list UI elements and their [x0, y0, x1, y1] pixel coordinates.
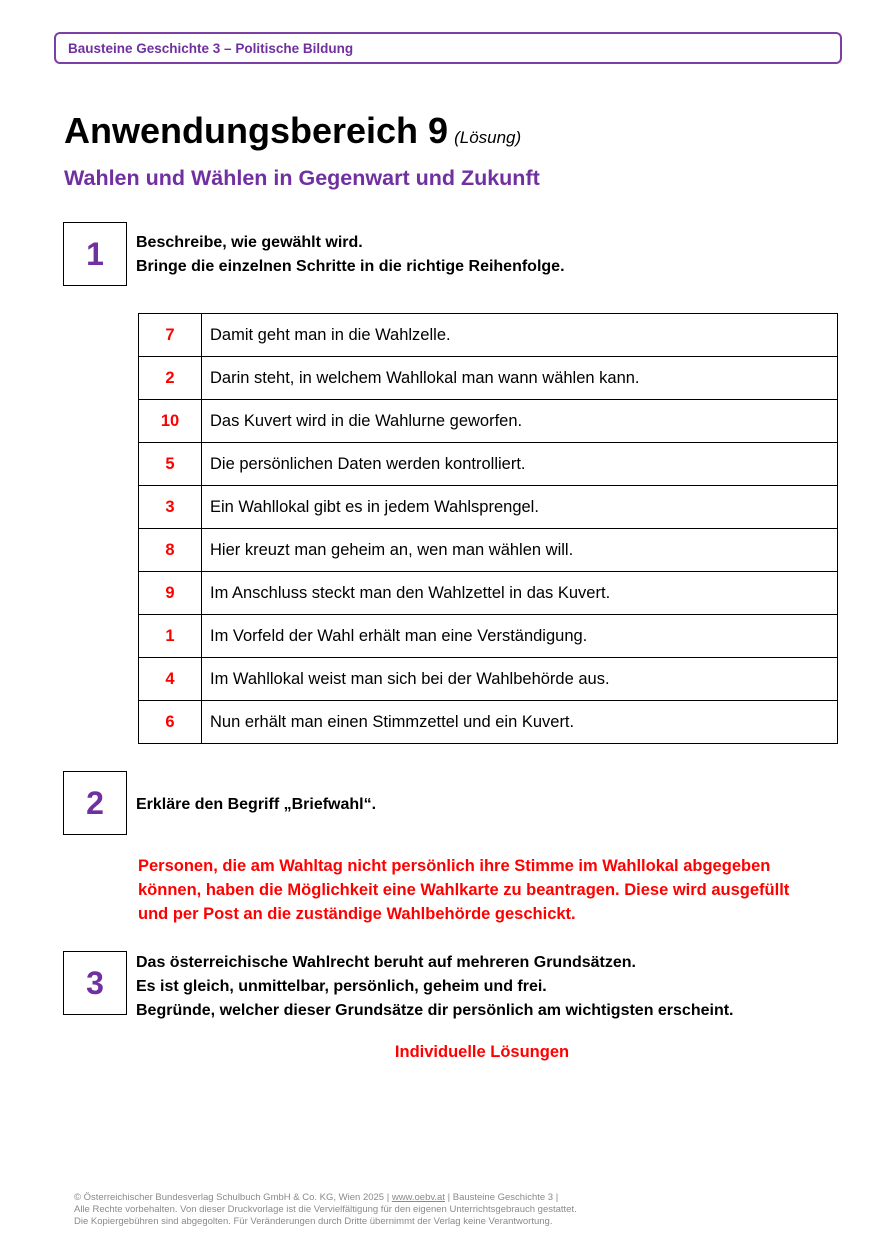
task-3-line: Begründe, welcher dieser Grundsätze dir persönlich am wichtigsten erscheint. — [136, 1002, 734, 1019]
task-3-instructions — [136, 951, 734, 1023]
task-3-answer: Individuelle Lösungen — [394, 1043, 570, 1061]
step-text: Im Vorfeld der Wahl erhält man eine Verständigung. — [202, 615, 838, 658]
step-number: 10 — [139, 400, 202, 443]
step-number: 8 — [139, 529, 202, 572]
step-text: Im Anschluss steckt man den Wahlzettel in das Kuvert. — [202, 572, 838, 615]
task-3-number: 3 — [63, 951, 127, 1015]
step-number: 6 — [139, 701, 202, 744]
step-number: 5 — [139, 443, 202, 486]
table-row — [139, 357, 838, 400]
step-text: Ein Wahllokal gibt es in jedem Wahlsprengel. — [202, 486, 838, 529]
table-row — [139, 486, 838, 529]
task-1-line: Bringe die einzelnen Schritte in die richtige Reihenfolge. — [136, 258, 565, 275]
step-number: 4 — [139, 658, 202, 701]
answer-line: können, haben die Möglichkeit eine Wahlkarte zu beantragen. Diese wird ausgefüllt — [138, 881, 790, 899]
table-row — [139, 701, 838, 744]
page-title-main: Anwendungsbereich 9 — [64, 110, 449, 151]
publisher-link[interactable]: www.oebv.at — [391, 1192, 445, 1203]
answer-line: Personen, die am Wahltag nicht persönlich ihre Stimme im Wahllokal abgegeben — [138, 857, 771, 875]
task-2-prompt — [136, 793, 376, 817]
step-text: Die persönlichen Daten werden kontrolliert. — [202, 443, 838, 486]
footer — [74, 1192, 577, 1228]
footer-line: Die Kopiergebühren sind abgegolten. Für Veränderungen durch Dritte übernimmt der Verlag keine Verantwortung. — [74, 1216, 553, 1227]
table-row — [139, 615, 838, 658]
step-number: 1 — [139, 615, 202, 658]
answer-line: und per Post an die zuständige Wahlbehörde geschickt. — [138, 905, 576, 923]
table-row — [139, 314, 838, 357]
step-number: 7 — [139, 314, 202, 357]
page-subtitle: Wahlen und Wählen in Gegenwart und Zukunft — [64, 166, 540, 190]
step-text: Im Wahllokal weist man sich bei der Wahlbehörde aus. — [202, 658, 838, 701]
task-1-instructions — [136, 231, 565, 279]
step-text: Darin steht, in welchem Wahllokal man wann wählen kann. — [202, 357, 838, 400]
footer-line: Alle Rechte vorbehalten. Von dieser Druckvorlage ist die Vervielfältigung für den eigenen Unterrichtsgebrauch gestattet. — [74, 1204, 577, 1215]
task-1-line: Beschreibe, wie gewählt wird. — [136, 234, 363, 251]
table-row — [139, 658, 838, 701]
header-box — [54, 32, 842, 64]
task-2-line: Erkläre den Begriff „Briefwahl“. — [136, 796, 377, 813]
header-title: Bausteine Geschichte 3 – Politische Bildung — [68, 41, 354, 56]
step-number: 9 — [139, 572, 202, 615]
task-2-number: 2 — [63, 771, 127, 835]
table-row — [139, 529, 838, 572]
footer-line — [74, 1192, 577, 1204]
step-text: Nun erhält man einen Stimmzettel und ein Kuvert. — [202, 701, 838, 744]
table-row — [139, 572, 838, 615]
step-number: 2 — [139, 357, 202, 400]
page-title — [64, 110, 521, 152]
step-text: Damit geht man in die Wahlzelle. — [202, 314, 838, 357]
task-3-line: Das österreichische Wahlrecht beruht auf mehreren Grundsätzen. — [136, 954, 636, 971]
step-text: Hier kreuzt man geheim an, wen man wählen will. — [202, 529, 838, 572]
step-text: Das Kuvert wird in die Wahlurne geworfen. — [202, 400, 838, 443]
task-3-line: Es ist gleich, unmittelbar, persönlich, geheim und frei. — [136, 978, 547, 995]
table-row — [139, 443, 838, 486]
table-row — [139, 400, 838, 443]
task-2-answer — [138, 854, 848, 926]
steps-table — [138, 313, 838, 744]
step-number: 3 — [139, 486, 202, 529]
footer-series: | Bausteine Geschichte 3 | — [444, 1192, 559, 1203]
task-1-number: 1 — [63, 222, 127, 286]
page-title-note: (Lösung) — [454, 128, 522, 147]
footer-copyright: © Österreichischer Bundesverlag Schulbuch GmbH & Co. KG, Wien 2025 | — [74, 1192, 392, 1203]
